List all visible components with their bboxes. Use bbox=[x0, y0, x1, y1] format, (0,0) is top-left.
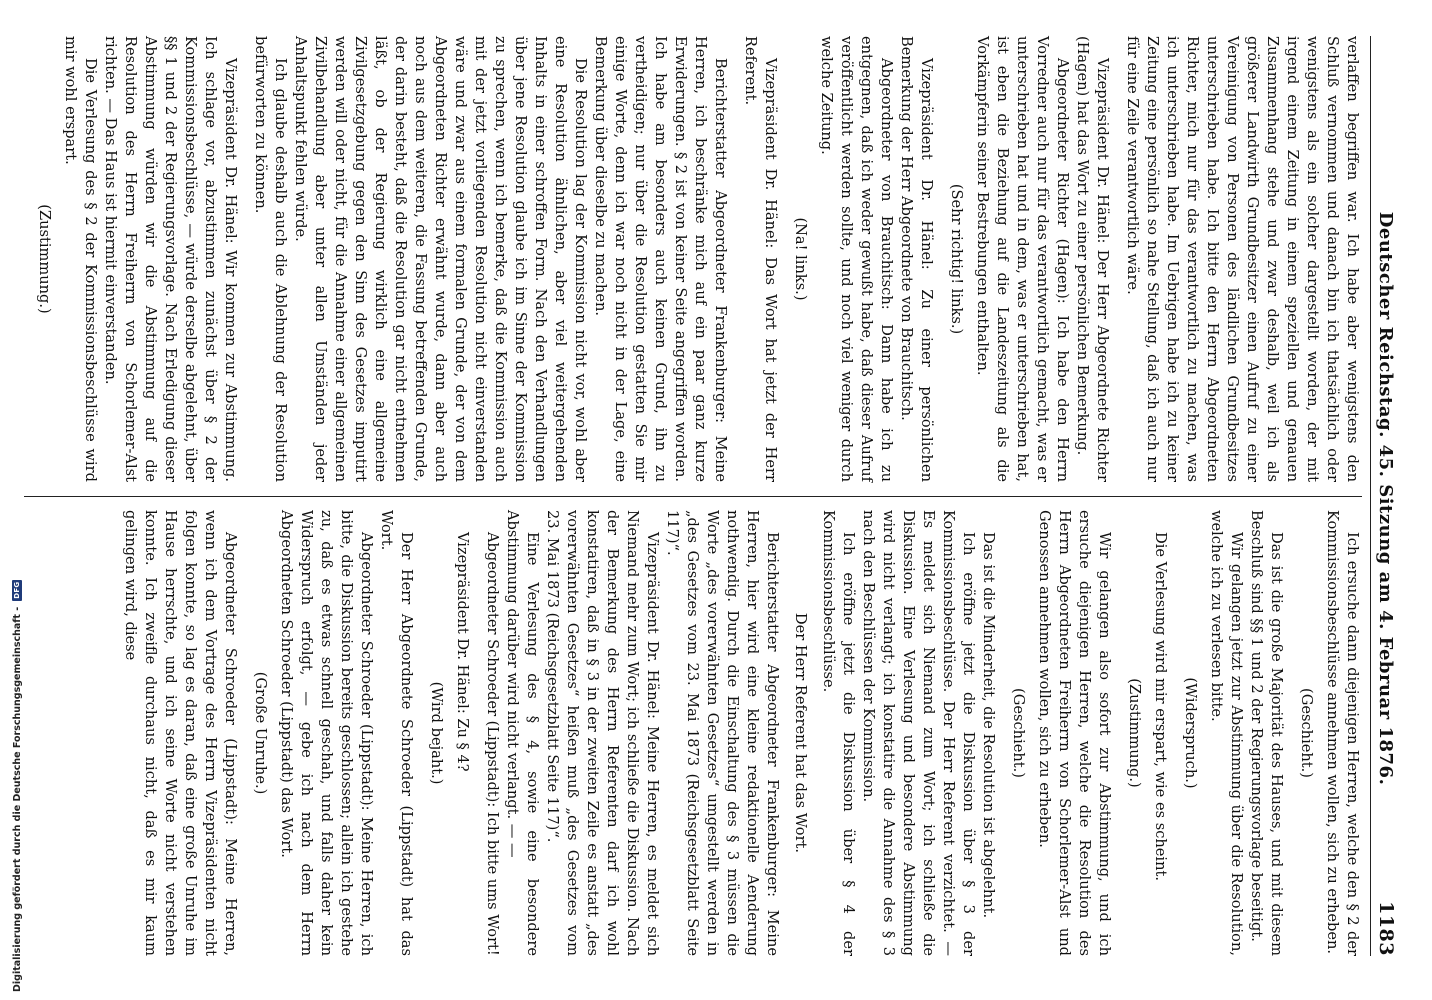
paragraph: Abgeordneter Richter (Hagen): Ich habe den Herrn Vorredner auch nur für das verantwortlich gemacht, was er unterschrieben hat und in dem, was er unterschrieben hat, ist eben die Beziehung auf die Landeszeitung als die Vorkämpferin seiner Bestrebungen enthalten. bbox=[974, 36, 1071, 482]
page-number: 1183 bbox=[1375, 901, 1397, 956]
paragraph: Vizepräsident Dr. Hänel: Der Herr Abgeordnete Richter (Hagen) hat das Wort zu einer persönlichen Bemerkung. bbox=[1074, 36, 1111, 482]
paragraph: Ich eröffne jetzt die Diskussion über § 3 der Kommissionsbeschlüsse. Der Herr Referent verzichtet. — Es meldet sich Niemand zum Wort; ich schließe die Diskussion. Eine Verlesung und besondere Abstimmung wird nicht verlangt; ich konstatire die Annahme des § 3 nach den Beschlüssen der Kommission. bbox=[860, 510, 977, 956]
column-divider bbox=[24, 496, 1362, 497]
paragraph: Vizepräsident Dr. Hänel: Zu einer persönlichen Bemerkung der Herr Abgeordnete von Brauchitsch. bbox=[898, 36, 935, 482]
paragraph: Eine Verlesung des § 4, sowie eine besondere Abstimmung darüber wird nicht verlangt. — — bbox=[504, 510, 541, 956]
paragraph: Der Herr Abgeordnete Schroeder (Lippstadt) hat das Wort. bbox=[378, 510, 415, 956]
text-columns bbox=[24, 36, 1362, 956]
paragraph: Vizepräsident Dr. Hänel: Wir kommen zur Abstimmung. Ich schlage vor, abzustimmen zunächst über § 2 der Kommissionsbeschlüsse, — würde derselbe abgelehnt, über §§ 1 und 2 der Regierungsvorlage. Nach Erledigung dieser Abstimmung würden wir die Abstimmung auf die Resolution des Herrn Freiherrn von Schorlemer-Alst richten. — Das Haus ist hiermit einverstanden. bbox=[102, 36, 239, 482]
paragraph: Abgeordneter von Brauchitsch: Dann habe ich zu entgegnen, daß ich weder gewußt habe, daß dieser Aufruf veröffentlicht werden sollte, und noch viel weniger durch welche Zeitung. bbox=[818, 36, 895, 482]
paragraph: Der Herr Referent hat das Wort. bbox=[792, 612, 809, 854]
right-column bbox=[24, 510, 1362, 956]
digitization-credit bbox=[10, 0, 24, 992]
interjection: (Na! links.) bbox=[792, 217, 809, 301]
paragraph: verlaffen begriffen war. Ich habe aber wenigstens den Schluß vernommen und danach bin ich thatsächlich oder wenigstens als ein solcher dargestellt worden, der mit irgend einem Zeitung in einem speziellen und genauen Zusammenhang stehe und zwar deshalb, weil ich als größerer Landwirth Grundbesitzer einen Aufruf zu einer Vereinigung von Personen des ländlichen Grundbesitzes unterschrieben habe. Ich bitte den Herrn Abgeordneten Richter, mich nur für das verantwortlich zu machen, was ich unterschrieben habe. Im Uebrigen habe ich zu keiner Zeitung eine persönlich so nahe Stellung, daß ich auch nur für eine Zeile verantwortlich wäre. bbox=[1124, 36, 1361, 482]
dfg-logo: DFG bbox=[13, 581, 21, 599]
paragraph: Die Resolution lag der Kommission nicht vor, wohl aber eine Resolution ähnlichen, aber viel weitergehenden Inhalts in einer schroffen Form. Nach den Verhandlungen über jene Resolution glaube ich im Sinne der Kommission zu sprechen, wenn ich bemerke, daß die Kommission auch mit der jetzt vorliegenden Resolution nicht einverstanden wäre und zwar aus einem formalen Grunde, der von dem Abgeordneten Richter erwähnt wurde, dann aber auch noch aus dem weiteren, die Fassung betreffenden Grunde, der darin besteht, daß die Resolution gar nicht entnehmen läßt, ob der Regierung wirklich eine allgemeine Zivilgesetzgebung gegen den Sinn des Gesetzes imputirt werden will oder nicht, für die Annahme einer allgemeinen Zivilbehandlung aber unter allen Umständen jeder Anhaltspunkt fehlen würde. bbox=[292, 36, 589, 482]
interjection: (Zustimmung.) bbox=[36, 204, 53, 314]
paragraph: Wir gelangen also sofort zur Abstimmung, und ich ersuche diejenigen Herren, welche die Resolution des Herrn Abgeordneten Freiherrn von Schorlemer-Alst und Genossen annehmen wollen, sich zu erheben. bbox=[1036, 510, 1113, 956]
interjection: (Große Unruhe.) bbox=[252, 671, 269, 795]
paragraph: Die Verlesung des § 2 der Kommissionsbeschlüsse wird mir wohl erspart. bbox=[62, 36, 99, 482]
paragraph: Abgeordneter Schroeder (Lippstadt): Meine Herren, ich bitte, die Diskussion bereits geschlossen; allein ich gestehe zu, daß es etwas schnell geschah, und falls daher kein Widerspruch erfolgt, — gebe ich nach dem Herrn Abgeordneten Schroeder (Lippstadt) das Wort. bbox=[278, 510, 375, 956]
paragraph: Berichterstatter Abgeordneter Frankenburger: Meine Herren, hier wird eine kleine redaktionelle Aenderung nothwendig. Durch die Einschaltung des § 3 müssen die Worte „des vorerwähnten Gesetzes“ umgestellt werden in „des Gesetzes vom 23. Mai 1873 (Reichsgesetzblatt Seite 117)“. bbox=[664, 510, 781, 956]
paragraph: Abgeordneter Schroeder (Lippstadt): Ich bitte ums Wort! bbox=[484, 532, 501, 956]
paragraph: Das ist die Minderheit, die Resolution ist abgelehnt. bbox=[980, 532, 997, 919]
paragraph: Vizepräsident Dr. Hänel: Zu § 4? bbox=[454, 532, 471, 772]
paragraph: Vizepräsident Dr. Hänel: Meine Herren, es meldet sich Niemand mehr zum Wort; ich schließe die Diskussion. Nach der Bemerkung des Herrn Referenten darf ich wohl konstatiren, daß in § 3 in der zweiten Zeile es anstatt „des vorerwähnten Gesetzes“ heißen muß „des Gesetzes vom 23. Mai 1873 (Reichsgesetzblatt Seite 117)“. bbox=[544, 510, 661, 956]
paragraph: Ich ersuche dann diejenigen Herren, welche den § 2 der Kommissionsbeschlüsse annehmen wollen, sich zu erheben. bbox=[1324, 510, 1361, 956]
paragraph: Berichterstatter Abgeordneter Frankenburger: Meine Herren, ich beschränke mich auf ein paar ganz kurze Erwiderungen. § 2 ist von keiner Seite angegriffen worden. Ich habe am besonders auch keinen Grund, ihn zu vertheidigen; nur über die Resolution gestatten Sie mir einige Worte, denn ich war noch nicht in der Lage, eine Bemerkung über dieselbe zu machen. bbox=[592, 36, 729, 482]
interjection: (Widerspruch.) bbox=[1182, 677, 1199, 789]
header-title: Deutscher Reichstag. 45. Sitzung am 4. Februar 1876. bbox=[1375, 211, 1396, 786]
left-column bbox=[24, 36, 1362, 482]
interjection: (Geschieht.) bbox=[1010, 688, 1027, 778]
paragraph: Ich eröffne jetzt die Diskussion über § 4 der Kommissionsbeschlüsse. bbox=[820, 510, 857, 956]
document-page bbox=[36, 6, 1407, 986]
paragraph: Wir gelangen jetzt zur Abstimmung über die Resolution, welche ich zu verlesen bitte. bbox=[1208, 510, 1245, 956]
interjection: (Wird bejaht.) bbox=[428, 681, 445, 785]
paragraph: Abgeordneter Schroeder (Lippstadt): Meine Herren, wenn ich dem Vortrage des Herrn Vizepräsidenten nicht folgen konnte, so lag es daran, daß eine große Unruhe im Hause herrschte, und ich seine Worte nicht verstehen konnte. Ich zweifle durchaus nicht, daß es mir kaum gelingen wird, diese bbox=[122, 510, 239, 956]
interjection: (Sehr richtig! links.) bbox=[948, 183, 965, 335]
interjection: (Zustimmung.) bbox=[1126, 678, 1143, 788]
paragraph: Das ist die große Majorität des Hauses, und mit diesem Beschluß sind §§ 1 und 2 der Regierungsvorlage beseitigt. bbox=[1248, 510, 1285, 956]
interjection: (Geschieht.) bbox=[1298, 688, 1315, 778]
page-header bbox=[1370, 36, 1397, 956]
credit-text: Digitalisierung gefördert durch die Deutsche Forschungsgemeinschaft - bbox=[11, 606, 23, 992]
paragraph: Vizepräsident Dr. Hänel: Das Wort hat jetzt der Herr Referent. bbox=[742, 36, 779, 482]
paragraph: Die Verlesung wird mir erspart, wie es scheint. bbox=[1152, 532, 1169, 881]
paragraph: Ich glaube deshalb auch die Ablehnung der Resolution befürworten zu können. bbox=[252, 36, 289, 482]
